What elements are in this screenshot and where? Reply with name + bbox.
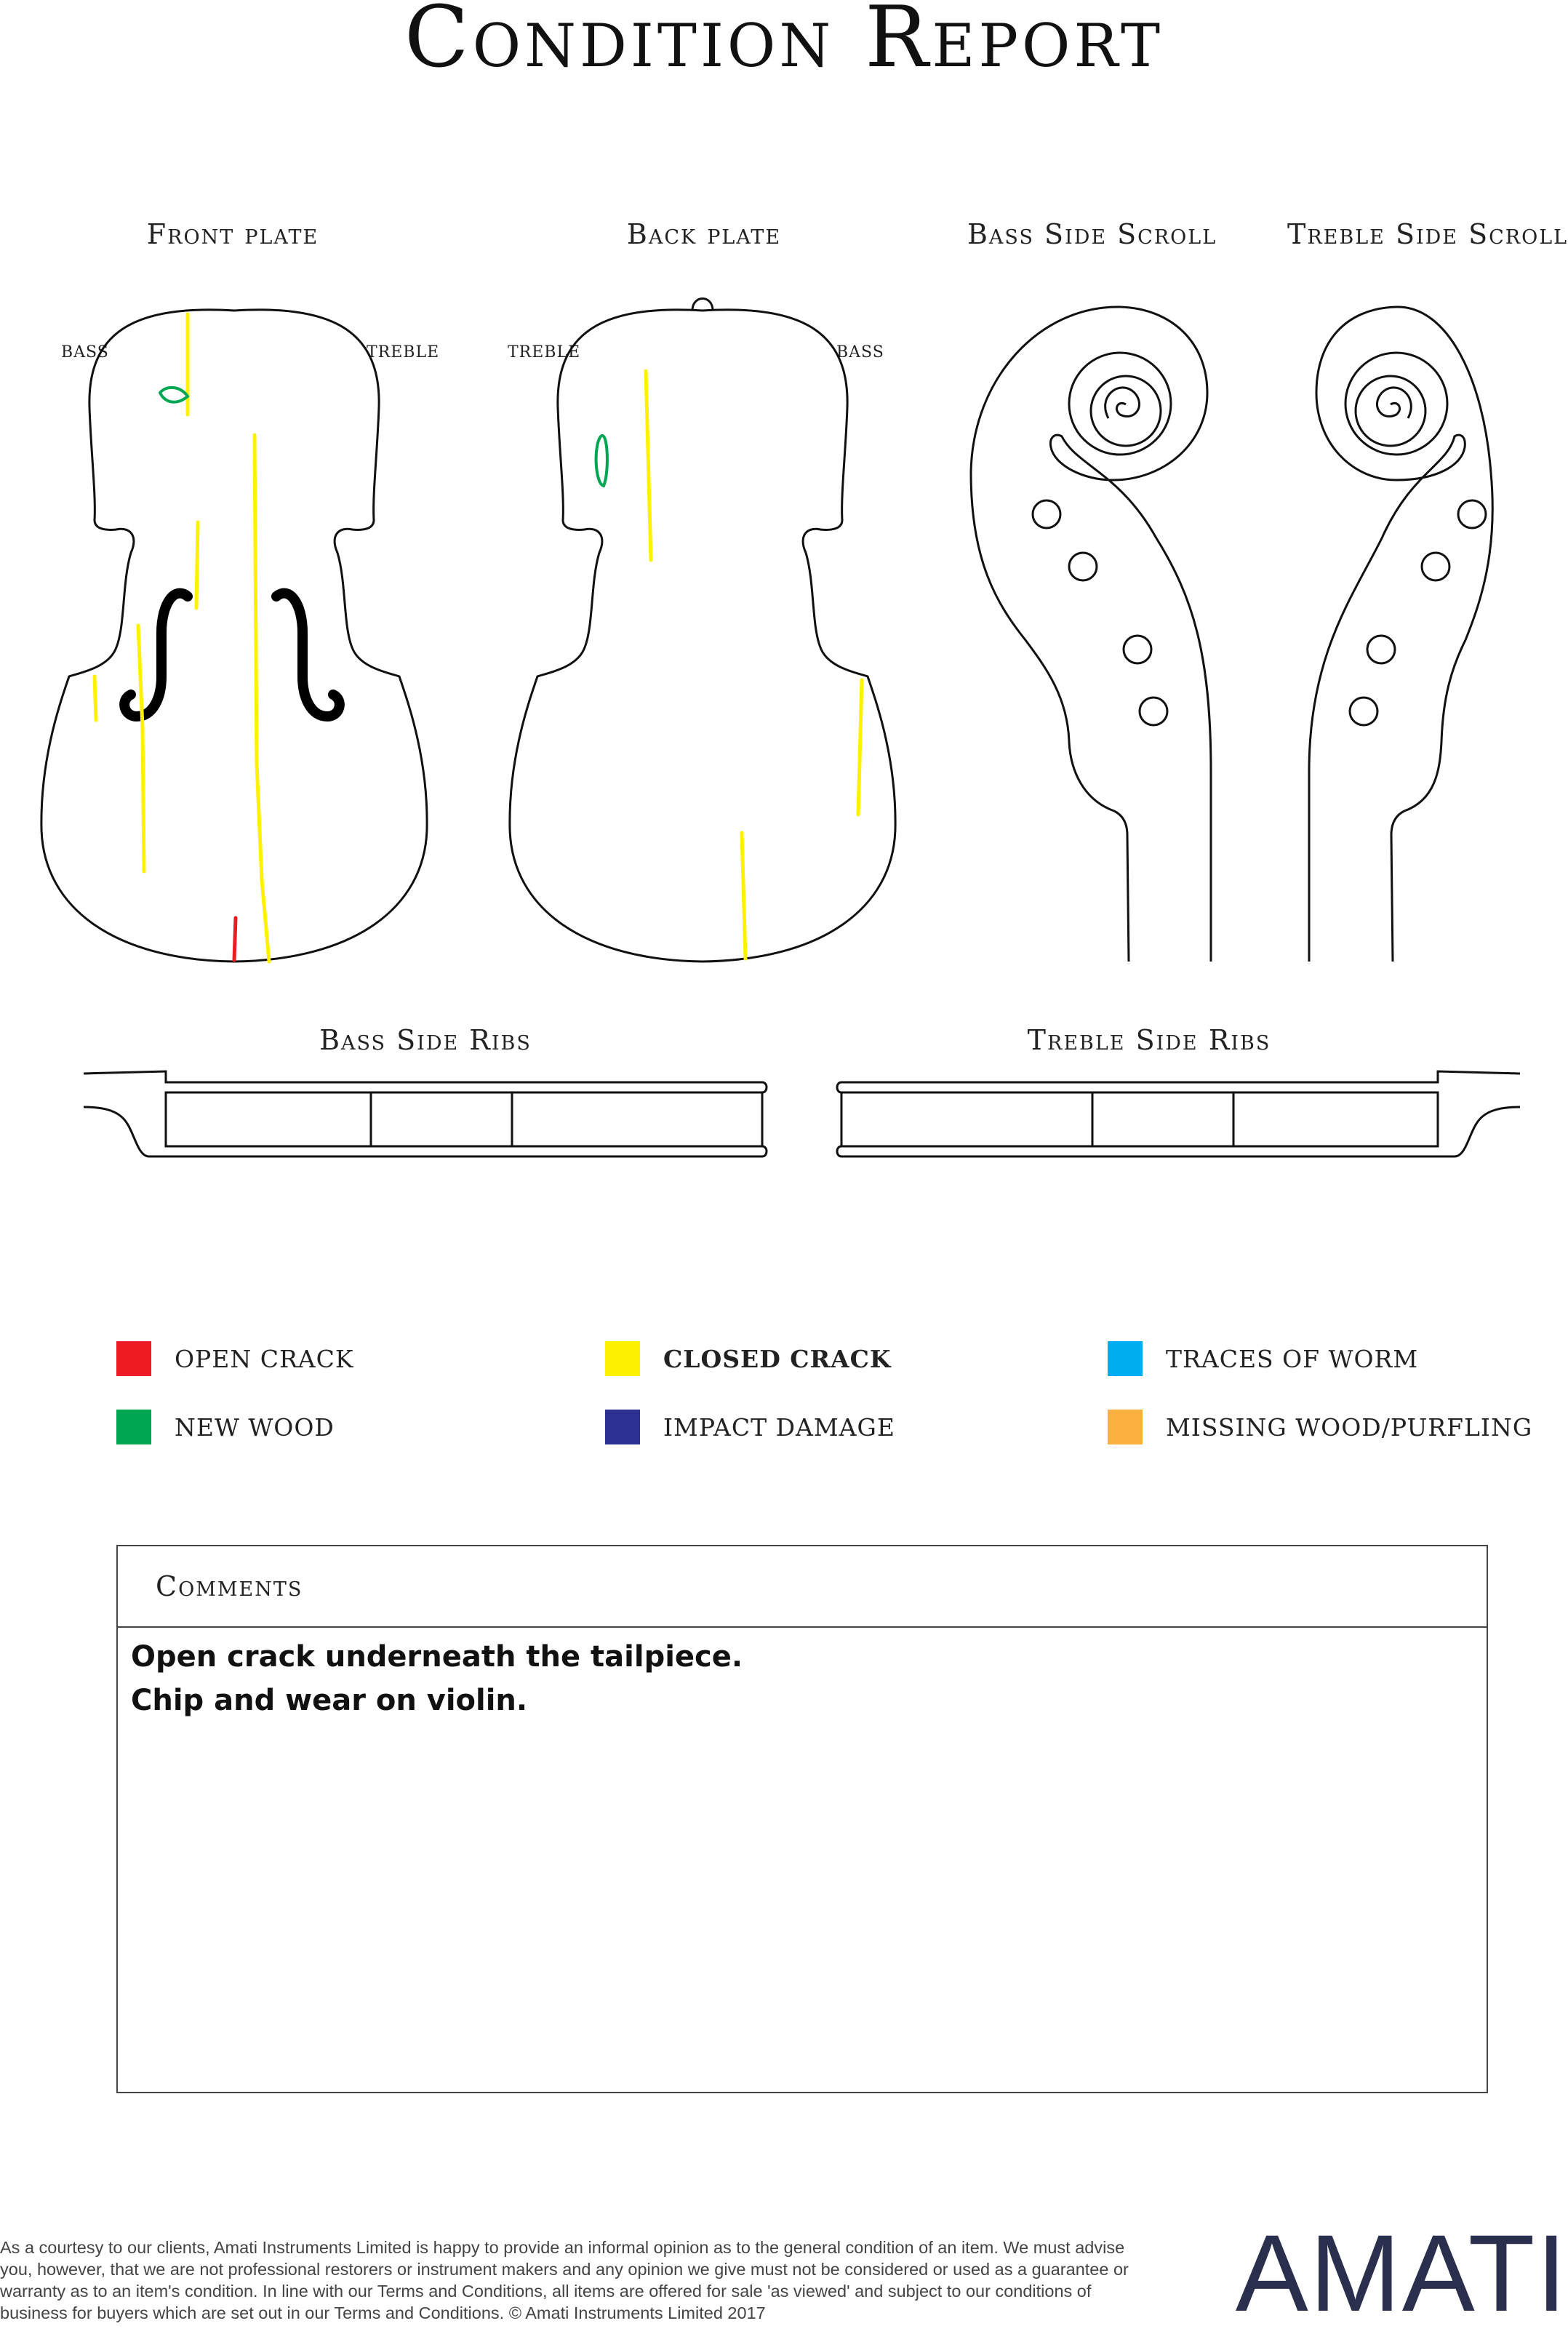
legend-swatch-blue — [1108, 1341, 1143, 1376]
new-wood-mark — [160, 388, 188, 402]
treble-side-ribs-drawing — [837, 1071, 1520, 1156]
treble-f-hole — [276, 594, 340, 716]
legend-closed-crack — [605, 1340, 892, 1377]
legend-open-crack — [116, 1340, 354, 1377]
front-bass-side-label: BASS — [61, 343, 109, 361]
closed-crack-mark — [255, 435, 269, 962]
legend-label: OPEN CRACK — [175, 1344, 354, 1373]
comments-box — [116, 1545, 1488, 2093]
legend-new-wood — [116, 1409, 335, 1445]
legend-traces-of-worm — [1108, 1340, 1418, 1377]
closed-crack-mark — [646, 371, 651, 560]
closed-crack-mark — [858, 680, 862, 815]
back-treble-side-label: TREBLE — [508, 343, 581, 361]
page-title: Condition Report — [404, 0, 1164, 87]
bass-f-hole — [124, 594, 188, 716]
back-plate-outline — [510, 310, 895, 962]
closed-crack-mark — [138, 626, 144, 871]
bass-side-scroll-label: Bass Side Scroll — [967, 218, 1217, 250]
closed-crack-mark — [742, 833, 745, 959]
front-plate-outline — [41, 310, 427, 962]
legend-swatch-orange — [1108, 1410, 1143, 1444]
comment-line: Open crack underneath the tailpiece. — [131, 1640, 743, 1674]
legend-label: CLOSED CRACK — [663, 1344, 892, 1373]
open-crack-mark — [234, 918, 236, 960]
amati-logo: AMATI — [1235, 2212, 1568, 2334]
back-plate-label: Back plate — [626, 218, 782, 250]
comment-line: Chip and wear on violin. — [131, 1684, 528, 1717]
disclaimer-text: As a courtesy to our clients, Amati Instruments Limited is happy to provide an informal opinion as to the general condition of an item. We must advise you, however, that we are not professional restorers or instrument makers and any opinion we give must not be considered or used as a guarantee or warranty as to an item's condition. In line with our Terms and Conditions, all items are offered for sale 'as viewed' and subject to our conditions of business for buyers which are set out in our Terms and Conditions. © Amati Instruments Limited 2017 — [0, 2238, 1129, 2322]
back-bass-side-label: BASS — [836, 343, 884, 361]
front-treble-side-label: TREBLE — [367, 343, 440, 361]
legend-swatch-yellow — [605, 1341, 640, 1376]
legend-label: TRACES OF WORM — [1166, 1344, 1419, 1373]
legend-swatch-green — [116, 1410, 151, 1444]
back-button — [692, 299, 713, 311]
legend-swatch-navy — [605, 1410, 640, 1444]
legend-label: IMPACT DAMAGE — [663, 1412, 895, 1442]
treble-side-ribs-label: Treble Side Ribs — [1027, 1024, 1271, 1056]
new-wood-mark — [596, 436, 607, 486]
treble-side-scroll-label: Treble Side Scroll — [1287, 218, 1568, 250]
legend-label: MISSING WOOD/PURFLING — [1166, 1412, 1533, 1442]
legend-impact-damage — [605, 1409, 895, 1445]
comments-text[interactable] — [118, 1628, 1487, 1730]
bass-side-ribs-drawing — [84, 1071, 767, 1156]
treble-scroll-outline — [1309, 307, 1492, 962]
front-plate-label: Front plate — [146, 218, 319, 250]
bass-side-ribs-label: Bass Side Ribs — [319, 1024, 532, 1056]
closed-crack-mark — [196, 522, 198, 608]
legend-swatch-red — [116, 1341, 151, 1376]
closed-crack-mark — [95, 676, 96, 720]
legend-label: NEW WOOD — [175, 1412, 335, 1442]
comments-heading: Comments — [118, 1546, 1487, 1628]
legend-missing-wood — [1108, 1409, 1532, 1445]
